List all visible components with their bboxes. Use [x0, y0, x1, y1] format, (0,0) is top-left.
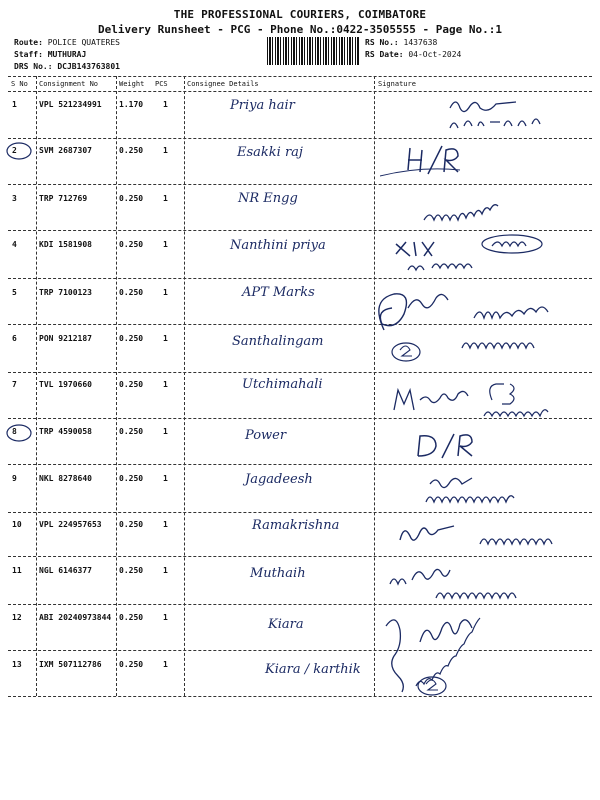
row-consignee: Nanthini priya: [230, 238, 326, 253]
row-weight: 0.250: [119, 334, 144, 343]
row-rule: [8, 230, 592, 231]
col-divider: [36, 76, 37, 696]
row-pcs: 1: [163, 334, 168, 343]
runsheet-subtitle: Delivery Runsheet - PCG - Phone No.:0422-3505555 - Page No.:1: [98, 23, 502, 36]
col-divider: [116, 76, 117, 696]
signature-row-11: [380, 558, 590, 604]
row-weight: 0.250: [119, 520, 144, 529]
row-pcs: 1: [163, 427, 168, 436]
row-consignee: Priya hair: [230, 98, 295, 113]
signature-row-4: [380, 232, 580, 276]
col-header-consignee: Consignee Details: [187, 80, 259, 88]
row-consignment: VPL 224957653: [39, 520, 102, 529]
col-divider: [184, 76, 185, 696]
row-consignment: SVM 2687307: [39, 146, 92, 155]
row-consignee: NR Engg: [238, 191, 298, 206]
staff-label: Staff:: [14, 50, 43, 59]
rs-no-value: 1437638: [403, 38, 438, 47]
row-pcs: 1: [163, 660, 168, 669]
rs-no-label: RS No.:: [365, 38, 399, 47]
row-pcs: 1: [163, 474, 168, 483]
row-pcs: 1: [163, 566, 168, 575]
row-consignee: Esakki raj: [237, 145, 303, 160]
row-consignment: TRP 712769: [39, 194, 88, 203]
row-weight: 0.250: [119, 474, 144, 483]
row-sno: 4: [12, 240, 17, 249]
row-weight: 0.250: [119, 194, 144, 203]
row-rule: [8, 278, 592, 279]
row-sno: 11: [12, 566, 22, 575]
row-weight: 0.250: [119, 566, 144, 575]
row-rule: [8, 372, 592, 373]
row-consignment: ABI 20240973844: [39, 613, 112, 622]
rs-date-line: [365, 50, 461, 59]
row-sno: 2: [12, 146, 17, 155]
row-consignment: TRP 7100123: [39, 288, 92, 297]
row-pcs: 1: [163, 194, 168, 203]
row-consignment: NGL 6146377: [39, 566, 92, 575]
signature-row-10: [380, 514, 590, 558]
drs-label: DRS No.:: [14, 62, 53, 71]
row-consignee: Jagadeesh: [245, 472, 313, 487]
row-consignment: NKL 8278640: [39, 474, 92, 483]
table-top-rule: [8, 76, 592, 77]
col-header-weight: Weight: [119, 80, 145, 88]
col-header-signature: Signature: [378, 80, 416, 88]
row-sno: 1: [12, 100, 17, 109]
company-title: THE PROFESSIONAL COURIERS, COIMBATORE: [173, 8, 427, 21]
row-weight: 0.250: [119, 427, 144, 436]
col-header-pcs: PCS: [155, 80, 168, 88]
table-header-rule: [8, 91, 592, 92]
col-header-consignment: Consignment No: [39, 80, 99, 88]
row-rule: [8, 138, 592, 139]
col-divider: [374, 76, 375, 696]
row-sno: 8: [12, 427, 17, 436]
route-value: POLICE QUATERES: [47, 38, 120, 47]
row-weight: 0.250: [119, 613, 144, 622]
drs-line: [14, 62, 120, 71]
signature-row-2: [380, 140, 580, 184]
row-consignee: Muthaih: [250, 566, 306, 581]
row-sno: 13: [12, 660, 22, 669]
row-rule: [8, 512, 592, 513]
row-pcs: 1: [163, 100, 168, 109]
row-weight: 0.250: [119, 660, 144, 669]
row-consignment: PON 9212187: [39, 334, 92, 343]
row-consignee: Ramakrishna: [252, 518, 340, 533]
signature-row-3: [380, 186, 580, 230]
row-consignee: Power: [245, 428, 287, 443]
row-consignee: Santhalingam: [232, 334, 324, 349]
circle-mark: [5, 141, 33, 161]
rs-date-value: 04-Oct-2024: [408, 50, 462, 59]
row-consignment: TRP 4590058: [39, 427, 92, 436]
row-consignment: TVL 1970660: [39, 380, 92, 389]
row-sno: 3: [12, 194, 17, 203]
row-rule: [8, 604, 592, 605]
row-sno: 9: [12, 474, 17, 483]
row-weight: 0.250: [119, 380, 144, 389]
barcode-image: [267, 37, 359, 65]
route-label: Route:: [14, 38, 43, 47]
rs-date-label: RS Date:: [365, 50, 404, 59]
circle-mark: [5, 423, 33, 443]
row-sno: 6: [12, 334, 17, 343]
row-consignment: IXM 507112786: [39, 660, 102, 669]
rs-no-line: [365, 38, 437, 47]
row-weight: 0.250: [119, 240, 144, 249]
row-consignment: KDI 1581908: [39, 240, 92, 249]
row-rule: [8, 184, 592, 185]
row-sno: 7: [12, 380, 17, 389]
row-pcs: 1: [163, 288, 168, 297]
row-sno: 5: [12, 288, 17, 297]
signature-row-9: [380, 468, 590, 512]
row-weight: 0.250: [119, 288, 144, 297]
row-consignee: APT Marks: [242, 285, 315, 300]
row-consignee: Kiara: [268, 617, 304, 632]
row-pcs: 1: [163, 240, 168, 249]
drs-value: DCJB143763801: [57, 62, 120, 71]
row-consignee: Kiara / karthik: [265, 662, 361, 677]
row-sno: 10: [12, 520, 22, 529]
row-pcs: 1: [163, 613, 168, 622]
row-weight: 0.250: [119, 146, 144, 155]
row-pcs: 1: [163, 380, 168, 389]
signature-row-1: [380, 94, 580, 138]
row-weight: 1.170: [119, 100, 144, 109]
signature-row-5-6: [364, 280, 584, 370]
staff-line: [14, 50, 86, 59]
row-pcs: 1: [163, 520, 168, 529]
col-header-sno: S No: [11, 80, 28, 88]
row-consignee: Utchimahali: [242, 377, 323, 392]
staff-value: MUTHURAJ: [47, 50, 87, 59]
row-pcs: 1: [163, 146, 168, 155]
signature-row-8: [380, 424, 580, 468]
route-line: [14, 38, 120, 47]
signature-row-12-13: [376, 606, 576, 698]
signature-row-7: [380, 378, 590, 422]
row-sno: 12: [12, 613, 22, 622]
row-consignment: VPL 521234991: [39, 100, 102, 109]
